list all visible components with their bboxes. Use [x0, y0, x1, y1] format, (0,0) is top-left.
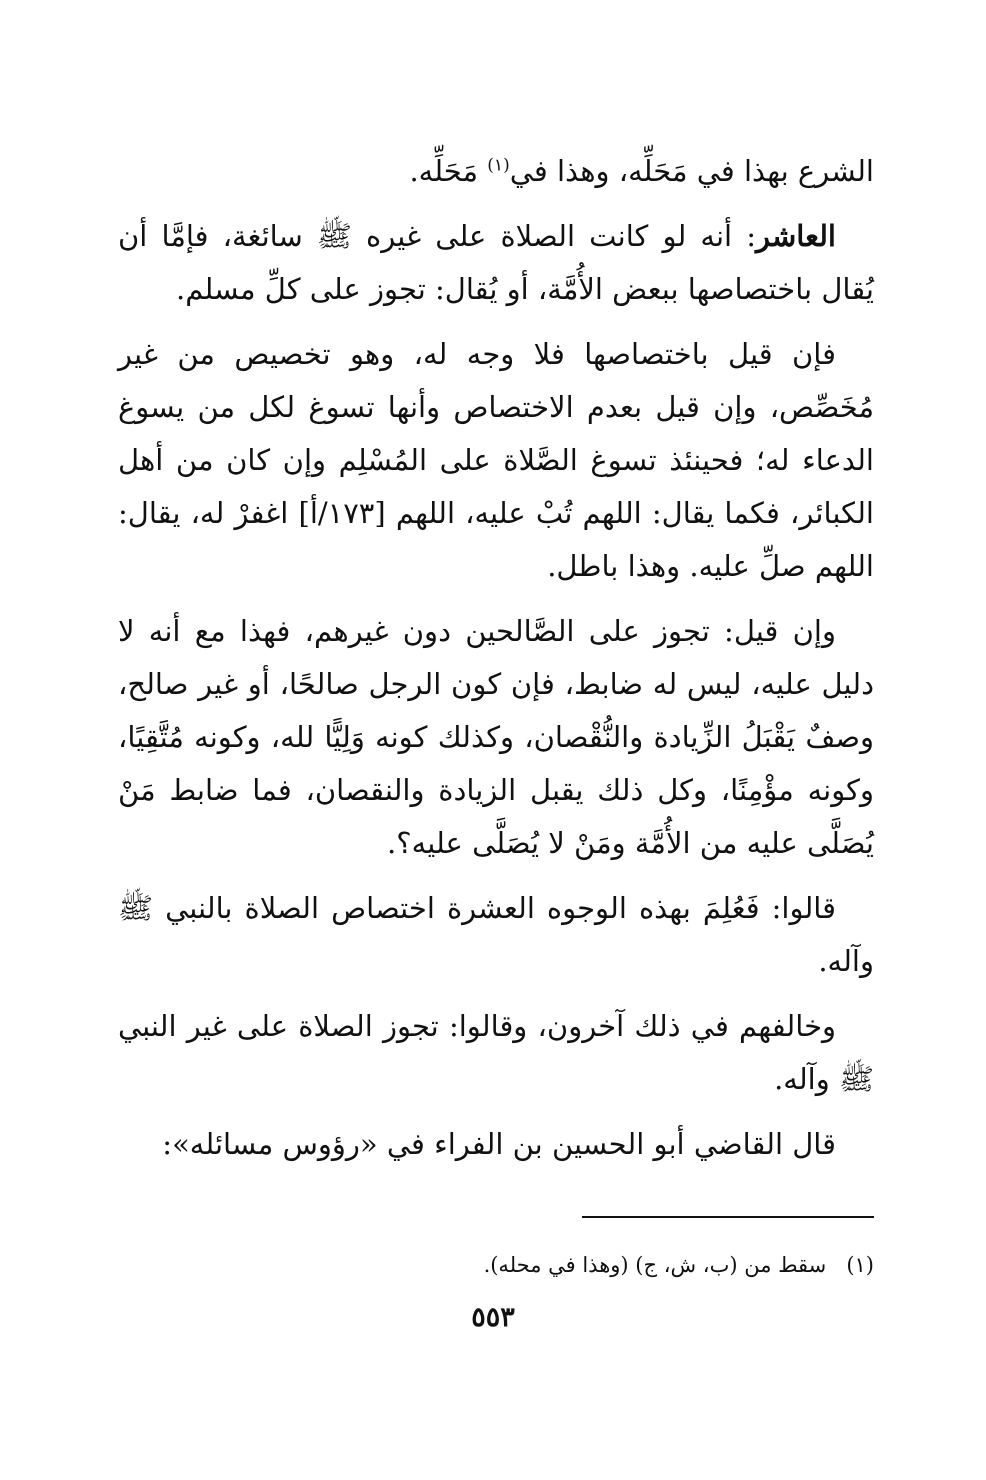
footnote-reference: (١)	[487, 155, 510, 176]
paragraph-text: مَحَلِّه.	[409, 154, 488, 188]
footnote-text: سقط من (ب، ش، ج) (وهذا في محله).	[483, 1253, 827, 1277]
paragraph-text: : أنه لو كانت الصلاة على غيره ﷺ سائغة، فإمَّا أن يُقال باختصاصها ببعض الأُمَّة، أو يُقال: تجوز على كلِّ مسلم.	[118, 219, 874, 306]
paragraph-heading: العاشر	[755, 219, 836, 253]
page-number: ٥٥٣	[471, 1302, 515, 1333]
paragraph-4: وإن قيل: تجوز على الصَّالحين دون غيرهم، فهذا مع أنه لا دليل عليه، ليس له ضابط، فإن كون الرجل صالحًا، أو غير صالح، وصفٌ يَقْبَلُ الزِّيادة والنُّقْصان، وكذلك كونه وَلِيًّا لله، وكونه مُتَّقِيًا، وكونه مؤْمِنًا، وكل ذلك يقبل الزيادة والنقصان، فما ضابط مَنْ يُصَلَّى عليه من الأُمَّة ومَنْ لا يُصَلَّى عليه؟.	[118, 614, 874, 860]
main-text	[118, 145, 874, 1171]
paragraph-7: قال القاضي أبو الحسين بن الفراء في «رؤوس مسائله»:	[162, 1127, 836, 1161]
footnote-marker: (١)	[846, 1253, 874, 1277]
paragraph-6: وخالفهم في ذلك آخرون، وقالوا: تجوز الصلاة على غير النبي ﷺ وآله.	[118, 1009, 874, 1096]
paragraph-3: فإن قيل باختصاصها فلا وجه له، وهو تخصيص من غير مُخَصِّص، وإن قيل بعدم الاختصاص وأنها تسوغ لكل من يسوغ الدعاء له؛ فحينئذ تسوغ الصَّلاة على المُسْلِم وإن كان من أهل الكبائر، فكما يقال: اللهم تُبْ عليه، اللهم [١٧٣/أ] اغفرْ له، يقال: اللهم صلِّ عليه. وهذا باطل.	[118, 337, 874, 583]
paragraph-1	[118, 145, 874, 198]
paragraph-5: قالوا: فَعُلِمَ بهذه الوجوه العشرة اختصاص الصلاة بالنبي ﷺ وآله.	[118, 891, 874, 978]
paragraph-text: الشرع بهذا في مَحَلِّه، وهذا في	[509, 154, 874, 188]
footnote-divider	[582, 1216, 874, 1218]
footnote	[118, 1250, 874, 1280]
paragraph-2	[118, 210, 874, 316]
